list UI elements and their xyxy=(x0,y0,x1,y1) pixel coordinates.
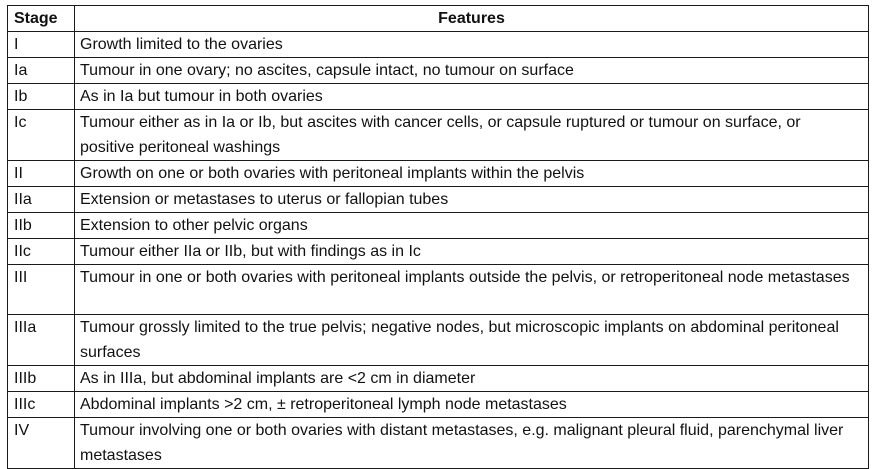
features-cell: Tumour involving one or both ovaries with distant metastases, e.g. malignant pleural fluid, parenchymal liver metastases xyxy=(75,418,869,469)
header-row xyxy=(8,6,869,32)
table-row xyxy=(8,392,869,418)
table-row xyxy=(8,265,869,315)
features-cell: Tumour grossly limited to the true pelvis; negative nodes, but microscopic implants on abdominal peritoneal surfaces xyxy=(75,315,869,366)
features-cell: As in IIIa, but abdominal implants are <2 cm in diameter xyxy=(75,366,869,392)
staging-table-container xyxy=(7,5,869,469)
features-cell: Abdominal implants >2 cm, ± retroperitoneal lymph node metastases xyxy=(75,392,869,418)
table-row xyxy=(8,110,869,161)
stage-cell: IIa xyxy=(8,187,75,213)
features-cell: Growth on one or both ovaries with peritoneal implants within the pelvis xyxy=(75,161,869,187)
stage-cell: IIc xyxy=(8,239,75,265)
stage-cell: II xyxy=(8,161,75,187)
features-cell: Tumour either IIa or IIb, but with findings as in Ic xyxy=(75,239,869,265)
table-row xyxy=(8,366,869,392)
stage-cell: IIIb xyxy=(8,366,75,392)
stage-cell: Ic xyxy=(8,110,75,161)
stage-cell: IV xyxy=(8,418,75,469)
stage-cell: Ia xyxy=(8,58,75,84)
table-row xyxy=(8,58,869,84)
stage-cell: III xyxy=(8,265,75,315)
stage-column-header: Stage xyxy=(8,6,75,32)
table-row xyxy=(8,32,869,58)
table-row xyxy=(8,161,869,187)
stage-cell: IIIa xyxy=(8,315,75,366)
features-cell: Tumour in one ovary; no ascites, capsule intact, no tumour on surface xyxy=(75,58,869,84)
features-column-header: Features xyxy=(75,6,869,32)
table-row xyxy=(8,315,869,366)
stage-cell: Ib xyxy=(8,84,75,110)
table-row xyxy=(8,187,869,213)
ovarian-cancer-staging-table xyxy=(7,5,869,469)
features-cell: Extension to other pelvic organs xyxy=(75,213,869,239)
table-row xyxy=(8,213,869,239)
stage-cell: I xyxy=(8,32,75,58)
features-cell: Extension or metastases to uterus or fallopian tubes xyxy=(75,187,869,213)
table-row xyxy=(8,418,869,469)
features-cell: As in Ia but tumour in both ovaries xyxy=(75,84,869,110)
stage-cell: IIb xyxy=(8,213,75,239)
features-cell: Tumour either as in Ia or Ib, but ascites with cancer cells, or capsule ruptured or tumour on surface, or positive peritoneal washings xyxy=(75,110,869,161)
features-cell: Growth limited to the ovaries xyxy=(75,32,869,58)
table-row xyxy=(8,239,869,265)
features-cell: Tumour in one or both ovaries with peritoneal implants outside the pelvis, or retroperitoneal node metastases xyxy=(75,265,869,315)
table-row xyxy=(8,84,869,110)
stage-cell: IIIc xyxy=(8,392,75,418)
